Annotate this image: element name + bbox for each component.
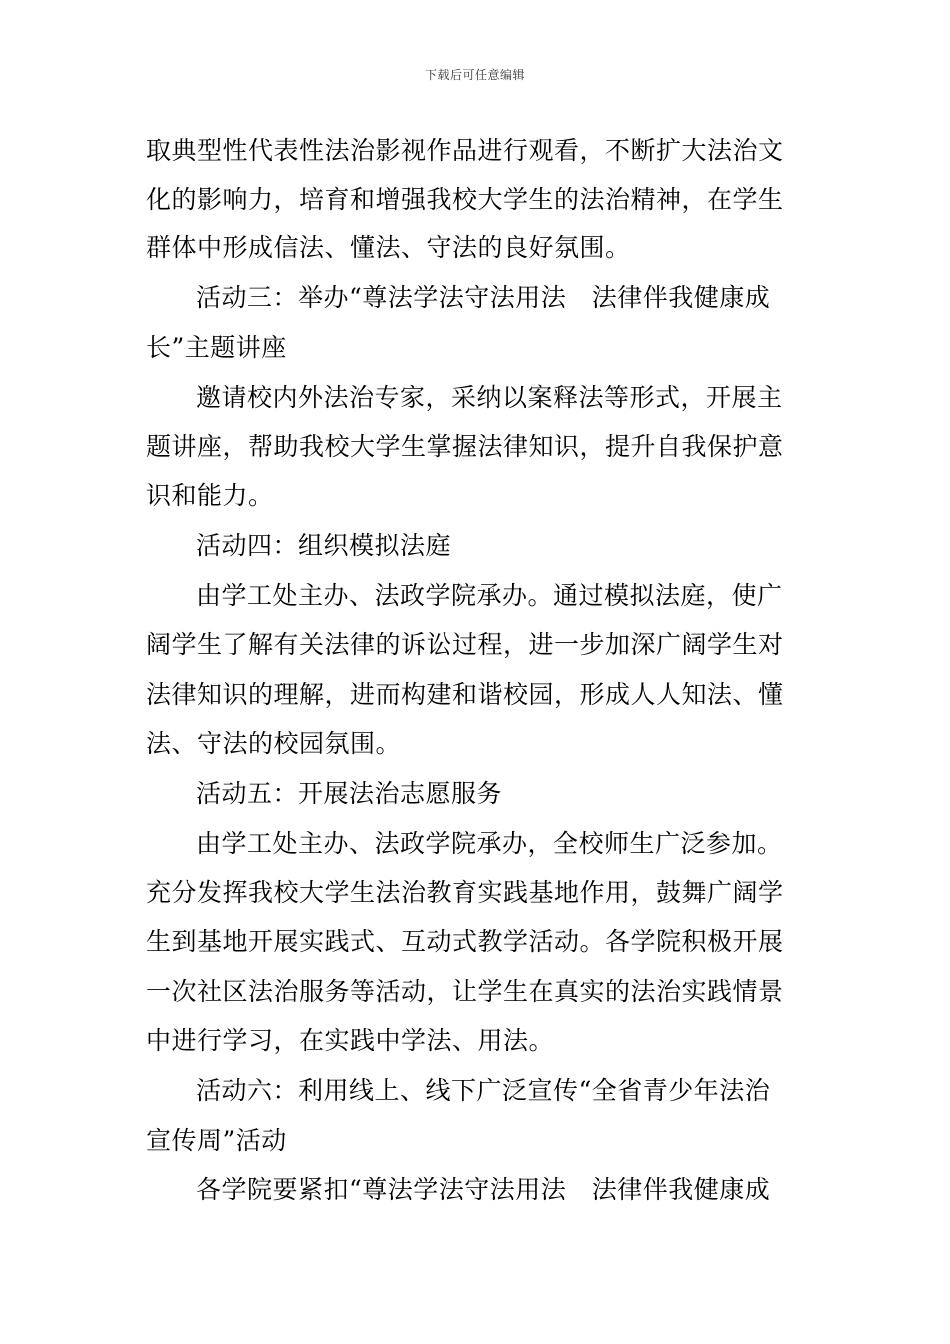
text-line: 邀请校内外法治专家，采纳以案释法等形式，开展主 bbox=[196, 383, 783, 412]
text-line: 由学工处主办、法政学院承办。通过模拟法庭，使广 bbox=[196, 581, 783, 610]
text-line: 阔学生了解有关法律的诉讼过程，进一步加深广阔学生对 bbox=[146, 630, 784, 659]
text-line: 识和能力。 bbox=[146, 481, 274, 510]
text-line: 由学工处主办、法政学院承办，全校师生广泛参加。 bbox=[196, 829, 783, 858]
text-line: 取典型性代表性法治影视作品进行观看，不断扩大法治文 bbox=[146, 136, 784, 165]
text-line: 中进行学习，在实践中学法、用法。 bbox=[146, 1026, 555, 1055]
text-line: 各学院要紧扣“尊法学法守法用法 法律伴我健康成 bbox=[196, 1175, 771, 1204]
text-line: 宣传周”活动 bbox=[146, 1126, 287, 1155]
text-line: 活动五：开展法治志愿服务 bbox=[196, 779, 503, 808]
text-line: 法律知识的理解，进而构建和谐校园，形成人人知法、懂 bbox=[146, 680, 784, 709]
page-header: 下载后可任意编辑 bbox=[424, 68, 525, 82]
text-line: 化的影响力，培育和增强我校大学生的法治精神，在学生 bbox=[146, 185, 784, 214]
text-line: 法、守法的校园氛围。 bbox=[146, 729, 402, 758]
text-line: 长”主题讲座 bbox=[146, 333, 287, 362]
text-line: 活动六：利用线上、线下广泛宣传“全省青少年法治 bbox=[196, 1076, 771, 1105]
text-line: 充分发挥我校大学生法治教育实践基地作用，鼓舞广阔学 bbox=[146, 878, 784, 907]
text-line: 活动四：组织模拟法庭 bbox=[196, 531, 452, 560]
text-line: 题讲座，帮助我校大学生掌握法律知识，提升自我保护意 bbox=[146, 432, 784, 461]
text-line: 群体中形成信法、懂法、守法的良好氛围。 bbox=[146, 233, 631, 262]
text-line: 生到基地开展实践式、互动式教学活动。各学院积极开展 bbox=[146, 927, 784, 956]
text-line: 一次社区法治服务等活动，让学生在真实的法治实践情景 bbox=[146, 977, 784, 1006]
text-line: 活动三：举办“尊法学法守法用法 法律伴我健康成 bbox=[196, 283, 771, 312]
